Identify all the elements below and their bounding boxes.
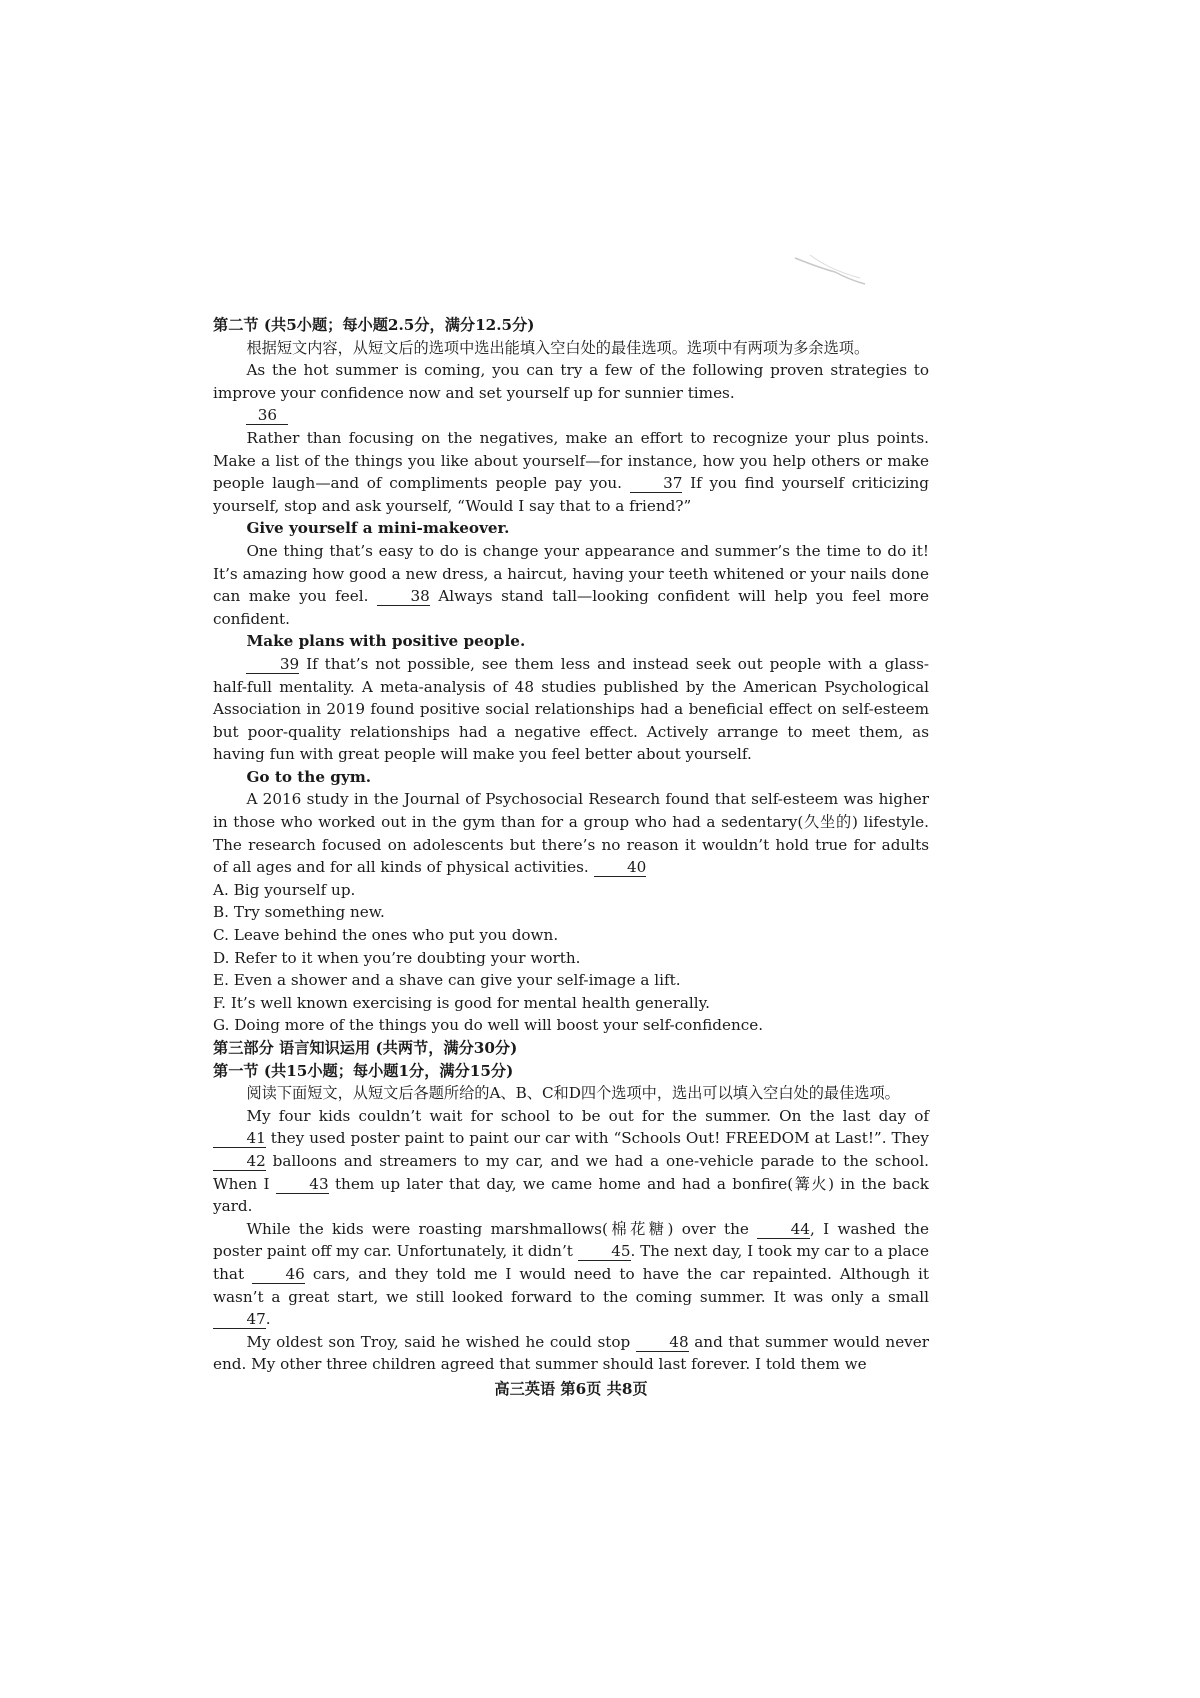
cloze-paragraph-2: While the kids were roasting marshmallows(棉花糖) over the 44, I washed the poster paint off my car. Unfortunately, it didn’t 45. The next day, I took my car to a place that 46 cars, and they told me I would need to have the car repainted. Although it wasn’t a great start, we still looked forward to the coming summer. It was only a small 47.	[213, 1219, 930, 1329]
paragraph-2-text: One thing that’s easy to do is change your appearance and summer’s the time to do it! It’s amazing how good a new dress, a haircut, having your teeth whitened or your nails done can make you feel.	[213, 541, 929, 606]
blank-37[interactable]: 37	[630, 474, 683, 493]
blank-36[interactable]: 36	[246, 406, 288, 425]
subheading-makeover: Give yourself a mini-makeover.	[246, 519, 510, 538]
cloze-text-8: cars, and they told me I would need to have the car repainted. Although it wasn’t a great start, we still looked forward to the coming summer. It was only a small	[213, 1264, 930, 1306]
blank-47[interactable]: 47	[213, 1310, 266, 1329]
blank-41[interactable]: 41	[213, 1129, 266, 1148]
blank-40[interactable]: 40	[594, 858, 647, 877]
cloze-paragraph-3	[213, 1331, 929, 1376]
cloze-text-9: My oldest son Troy, said he wished he could stop	[246, 1332, 631, 1351]
exam-page	[213, 314, 929, 1401]
subheading-gym: Go to the gym.	[246, 767, 372, 786]
pencil-mark	[790, 250, 870, 290]
blank-38[interactable]: 38	[377, 587, 430, 606]
option-d: D. Refer to it when you’re doubting your worth.	[213, 948, 581, 967]
options-list	[213, 879, 929, 1037]
cloze-text-1: My four kids couldn’t wait for school to be out for the summer. On the last day of	[246, 1106, 929, 1125]
paragraph-2	[213, 540, 929, 630]
cloze-text-4: them up later that day, we came home and had a bonfire(篝火) in the back yard.	[213, 1174, 930, 1216]
paragraph-1	[213, 427, 929, 517]
blank-48[interactable]: 48	[636, 1333, 689, 1352]
blank-44[interactable]: 44	[757, 1220, 810, 1239]
part3-instruction: 阅读下面短文，从短文后各题所给的A、B、C和D四个选项中，选出可以填入空白处的最佳选项。	[246, 1084, 900, 1103]
cloze-text-2: they used poster paint to paint our car with “Schools Out! FREEDOM at Last!”. They	[270, 1129, 929, 1148]
page-footer: 高三英语 第6页 共8页	[494, 1379, 648, 1398]
paragraph-1-text: Rather than focusing on the negatives, make an effort to recognize your plus points. Make a list of the things you like about yourself—for instance, how you help others or make people laugh—and of compliments people pay you.	[213, 428, 929, 493]
paragraph-3	[213, 653, 929, 766]
intro-paragraph: As the hot summer is coming, you can try a few of the following proven strategies to improve your confidence now and set yourself up for sunnier times.	[213, 361, 929, 402]
blank-46[interactable]: 46	[252, 1265, 305, 1284]
option-g: G. Doing more of the things you do well will boost your self-confidence.	[213, 1016, 764, 1035]
paragraph-1-text-2: If you find yourself criticizing yourself, stop and ask yourself, “Would I say that to a friend?”	[213, 474, 930, 515]
section2-heading: 第二节 (共5小题；每小题2.5分，满分12.5分)	[213, 316, 535, 334]
paragraph-4-text: A 2016 study in the Journal of Psychosocial Research found that self-esteem was higher in those who worked out in the gym than for a group who had a sedentary(久坐的) lifestyle. The research focused on adolescents but there’s no reason it wouldn’t hold true for adults of all ages and for all kinds of physical activities.	[213, 790, 929, 877]
option-c: C. Leave behind the ones who put you down.	[213, 926, 559, 945]
blank-36-line	[213, 404, 929, 427]
cloze-paragraph-1	[213, 1105, 929, 1218]
part3-subheading: 第一节 (共15小题；每小题1分，满分15分)	[213, 1061, 514, 1080]
subheading-positive-people: Make plans with positive people.	[246, 632, 526, 651]
blank-43[interactable]: 43	[276, 1175, 329, 1194]
cloze-text-3: balloons and streamers to my car, and we had a one-vehicle parade to the school. When I	[213, 1151, 930, 1193]
blank-42[interactable]: 42	[213, 1152, 266, 1171]
cloze-text-10: and that summer would never end. My other three children agreed that summer should last forever. I told them we	[213, 1332, 930, 1374]
blank-45[interactable]: 45	[578, 1242, 631, 1261]
option-b: B. Try something new.	[213, 903, 385, 922]
paragraph-4	[213, 788, 929, 878]
cloze-text-6: , I washed the poster paint off my car. Unfortunately, it didn’t	[213, 1219, 929, 1261]
paragraph-3-text: If that’s not possible, see them less and instead seek out people with a glass-half-full mentality. A meta-analysis of 48 studies published by the American Psychological Association in 2019 found positive social relationships had a beneficial effect on self-esteem but poor-quality relationships had a negative effect. Actively arrange to meet them, as having fun with great people will make you feel better about yourself.	[213, 654, 930, 764]
option-a: A. Big yourself up.	[213, 880, 356, 899]
section2-instruction: 根据短文内容，从短文后的选项中选出能填入空白处的最佳选项。选项中有两项为多余选项。	[246, 338, 870, 357]
cloze-text-7: . The next day, I took my car to a place that	[213, 1242, 930, 1283]
option-e: E. Even a shower and a shave can give your self-image a lift.	[213, 971, 681, 990]
part3-heading: 第三部分 语言知识运用 (共两节，满分30分)	[213, 1039, 518, 1057]
cloze-text-5: While the kids were roasting marshmallows(棉花糖) over the	[246, 1219, 749, 1238]
paragraph-2-text-2: Always stand tall—looking confident will help you feel more confident.	[213, 587, 930, 628]
option-f: F. It’s well known exercising is good for mental health generally.	[213, 993, 710, 1012]
blank-39[interactable]: 39	[246, 655, 299, 674]
